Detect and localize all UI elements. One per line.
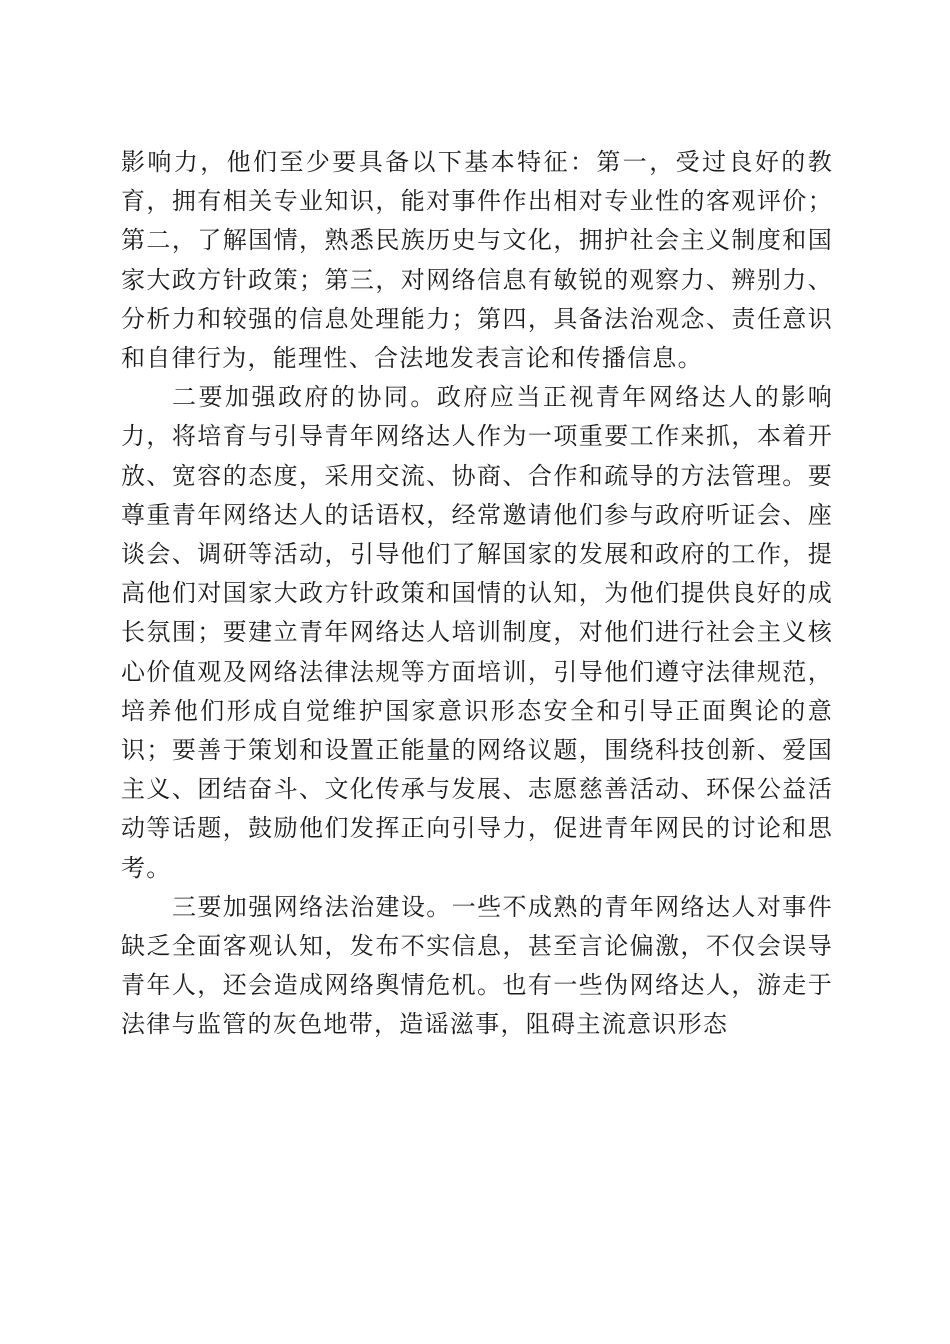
paragraph-government-coordination: 二要加强政府的协同。政府应当正视青年网络达人的影响力，将培育与引导青年网络达人作为一项重要工作来抓，本着开放、宽容的态度，采用交流、协商、合作和疏导的方法管理。要尊重青年网络达人的话语权，经常邀请他们参与政府听证会、座谈会、调研等活动，引导他们了解国家的发展和政府的工作，提高他们对国家大政方针政策和国情的认知，为他们提供良好的成长氛围；要建立青年网络达人培训制度，对他们进行社会主义核心价值观及网络法律法规等方面培训，引导他们遵守法律规范，培养他们形成自觉维护国家意识形态安全和引导正面舆论的意识；要善于策划和设置正能量的网络议题，围绕科技创新、爱国主义、团结奋斗、文化传承与发展、志愿慈善活动、环保公益活动等话题，鼓励他们发挥正向引导力，促进青年网民的讨论和思考。 <box>121 383 833 882</box>
paragraph-network-rule-of-law: 三要加强网络法治建设。一些不成熟的青年网络达人对事件缺乏全面客观认知，发布不实信息，甚至言论偏激，不仅会误导青年人，还会造成网络舆情危机。也有一些伪网络达人，游走于法律与监管的灰色地带，造谣滋事，阻碍主流意识形态 <box>121 892 833 1039</box>
document-body <box>121 143 833 1045</box>
paragraph-continuation: 影响力，他们至少要具备以下基本特征：第一，受过良好的教育，拥有相关专业知识，能对事件作出相对专业性的客观评价；第二，了解国情，熟悉民族历史与文化，拥护社会主义制度和国家大政方针政策；第三，对网络信息有敏锐的观察力、辨别力、分析力和较强的信息处理能力；第四，具备法治观念、责任意识和自律行为，能理性、合法地发表言论和传播信息。 <box>121 148 833 373</box>
